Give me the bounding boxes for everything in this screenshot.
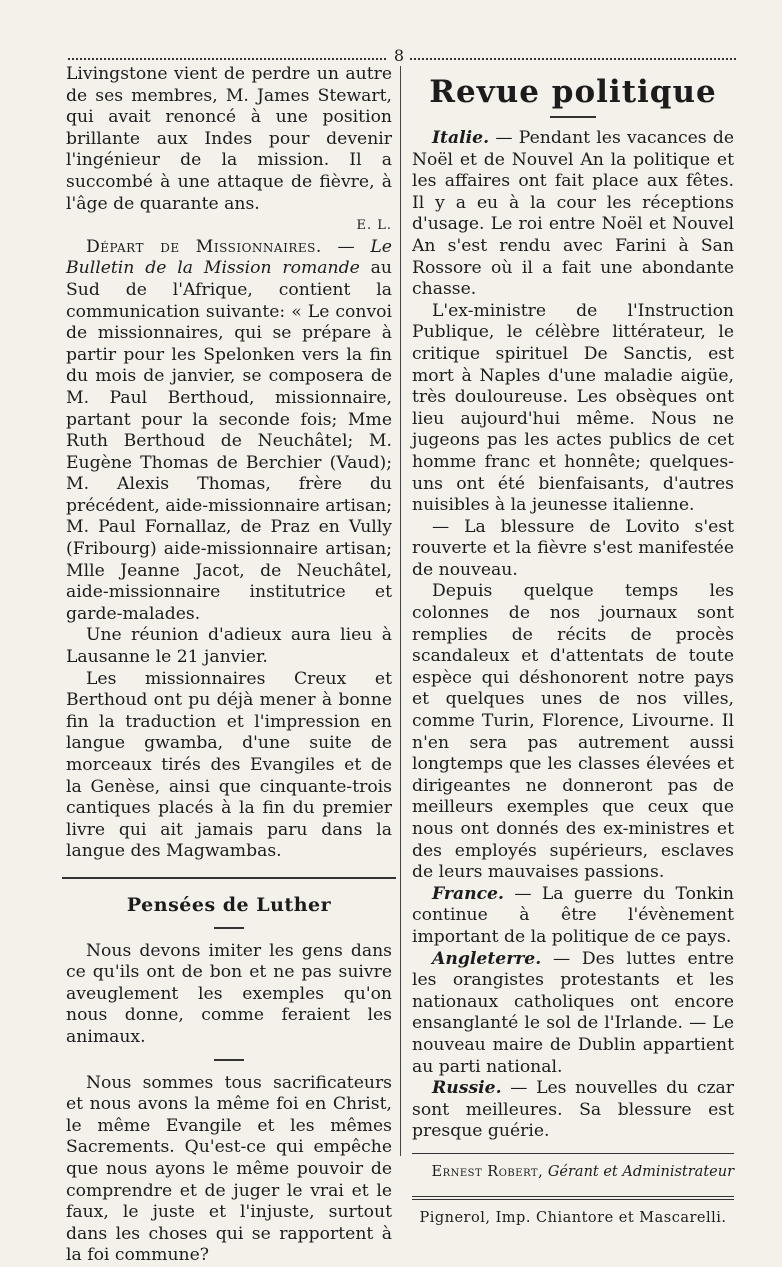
paragraph-de-sanctis: L'ex-ministre de l'Instruction Publique, le célèbre littérateur, le critique spirituel De Sanctis, est mort à Naples d'une maladie aigüe, très douloureuse. Les obsèques ont lieu aujourd'hui même. Nous ne jugeons pas les actes publics de cet homme franc et honnête; quelques-uns ont été bienfaisants, d'autres nuisibles à la jeunesse italienne. xyxy=(412,300,734,516)
paragraph-luther-2: Nous sommes tous sacrificateurs et nous avons la même foi en Christ, le même Evangile et les mêmes Sacrements. Qu'est-ce qui empêche que nous ayons le même pouvoir de comprendre et de juger le vrai et le faux, le juste et l'injuste, surtout dans les choses qui se rapportent à la foi commune? xyxy=(66,1072,392,1266)
title-underline xyxy=(550,116,596,118)
paragraph-italie xyxy=(412,128,734,301)
revue-politique-title: Revue politique xyxy=(429,74,717,110)
header-rule-right xyxy=(410,58,736,60)
russie-heading: Russie. xyxy=(432,1078,502,1099)
italie-heading: Italie. xyxy=(432,128,490,148)
page-number: 8 xyxy=(393,46,405,65)
paragraph-depart xyxy=(66,237,392,626)
left-column xyxy=(66,64,392,1267)
credit-name: Ernest Robert, xyxy=(431,1163,544,1180)
paragraph-angleterre xyxy=(412,949,734,1079)
short-separator xyxy=(214,927,244,929)
column-divider xyxy=(400,66,401,1156)
paragraph-proces: Depuis quelque temps les colonnes de nos journaux sont remplies de récits de procès scandaleux et d'attentats de toute espèce qui déshonorent notre pays et quelques unes de nos villes, comme Turin, Florence, Livourne. Il n'en sera pas autrement aussi longtemps que les classes élevées et dirigeantes ne donneront pas de meilleurs exemples que ceux que nous ont donnés des ex-ministres et des employés supérieurs, esclaves de leurs mauvaises passions. xyxy=(412,581,734,883)
signature: E. L. xyxy=(356,218,392,234)
paragraph-luther-1: Nous devons imiter les gens dans ce qu'ils ont de bon et ne pas suivre aveuglement les exemples qu'on nous donne, comme feraient les animaux. xyxy=(66,940,392,1047)
paragraph-traduction: Les missionnaires Creux et Berthoud ont pu déjà mener à bonne fin la traduction et l'impression en langue gwamba, d'une suite de morceaux tirés des Evangiles et de la Genèse, ainsi que cinquante-trois cantiques placés à la fin du premier livre qui ait jamais paru dans la langue des Magwambas. xyxy=(66,668,392,862)
short-separator xyxy=(214,1059,244,1061)
header-rule-left xyxy=(68,58,386,60)
depart-heading: Départ de Missionnaires. xyxy=(86,236,322,257)
paragraph-stewart: Livingstone vient de perdre un autre de ses membres, M. James Stewart, qui avait renoncé à une position brillante aux Indes pour devenir l'ingénieur de la mission. Il a succombé à une attaque de fièvre, à l'âge de quarante ans. xyxy=(66,64,392,214)
paragraph-reunion: Une réunion d'adieux aura lieu à Lausanne le 21 janvier. xyxy=(66,625,392,668)
angleterre-body: — Des luttes entre les orangistes protestants et les nationaux catholiques ont encore ensanglanté le sol de l'Irlande. — Le nouveau maire de Dublin appartient au parti national. xyxy=(412,948,734,1077)
france-body: — La guerre du Tonkin continue à être l'évènement important de la politique de ce pays. xyxy=(412,883,734,947)
imprint-divider xyxy=(412,1196,734,1200)
france-heading: France. xyxy=(432,883,504,904)
paragraph-france xyxy=(412,884,734,949)
section-title-luther: Pensées de Luther xyxy=(126,893,332,916)
section-divider xyxy=(62,877,396,879)
depart-dash: — xyxy=(321,236,371,257)
paragraph-russie xyxy=(412,1078,734,1143)
depart-body: au Sud de l'Afrique, contient la communication suivante: « Le convoi de missionnaires, qui se prépare à partir pour les Spelonken vers la fin du mois de janvier, se composera de M. Paul Berthoud, missionnaire, partant pour la seconde fois; Mme Ruth Berthoud de Neuchâtel; M. Eugène Thomas de Berchier (Vaud); M. Alexis Thomas, frère du précédent, aide-missionnaire artisan; M. Paul Fornallaz, de Praz en Vully (Fribourg) aide-missionnaire artisan; Mlle Jeanne Jacot, de Neuchâtel, aide-missionnaire institutrice et garde-malades. xyxy=(66,258,392,624)
angleterre-heading: Angleterre. xyxy=(432,948,542,969)
imprint-line: Pignerol, Imp. Chiantore et Mascarelli. xyxy=(419,1209,727,1226)
credit-role: Gérant et Administrateur xyxy=(543,1163,734,1180)
bulletin-title: Le Bulletin de la Mission romande xyxy=(66,236,392,279)
credit-divider xyxy=(412,1153,734,1154)
paragraph-lovito: — La blessure de Lovito s'est rouverte et la fièvre s'est manifestée de nouveau. xyxy=(412,516,734,580)
credit-line xyxy=(412,1162,734,1184)
russie-body: — Les nouvelles du czar sont meilleures. Sa blessure est presque guérie. xyxy=(412,1078,734,1142)
italie-body: — Pendant les vacances de Noël et de Nouvel An la politique et les affaires ont fait place aux fêtes. Il y a eu à la cour les réceptions d'usage. Le roi entre Noël et Nouvel An s'est rendu avec Farini à San Rossore où il a fait une abondante chasse. xyxy=(412,128,734,300)
right-column xyxy=(412,64,734,1229)
